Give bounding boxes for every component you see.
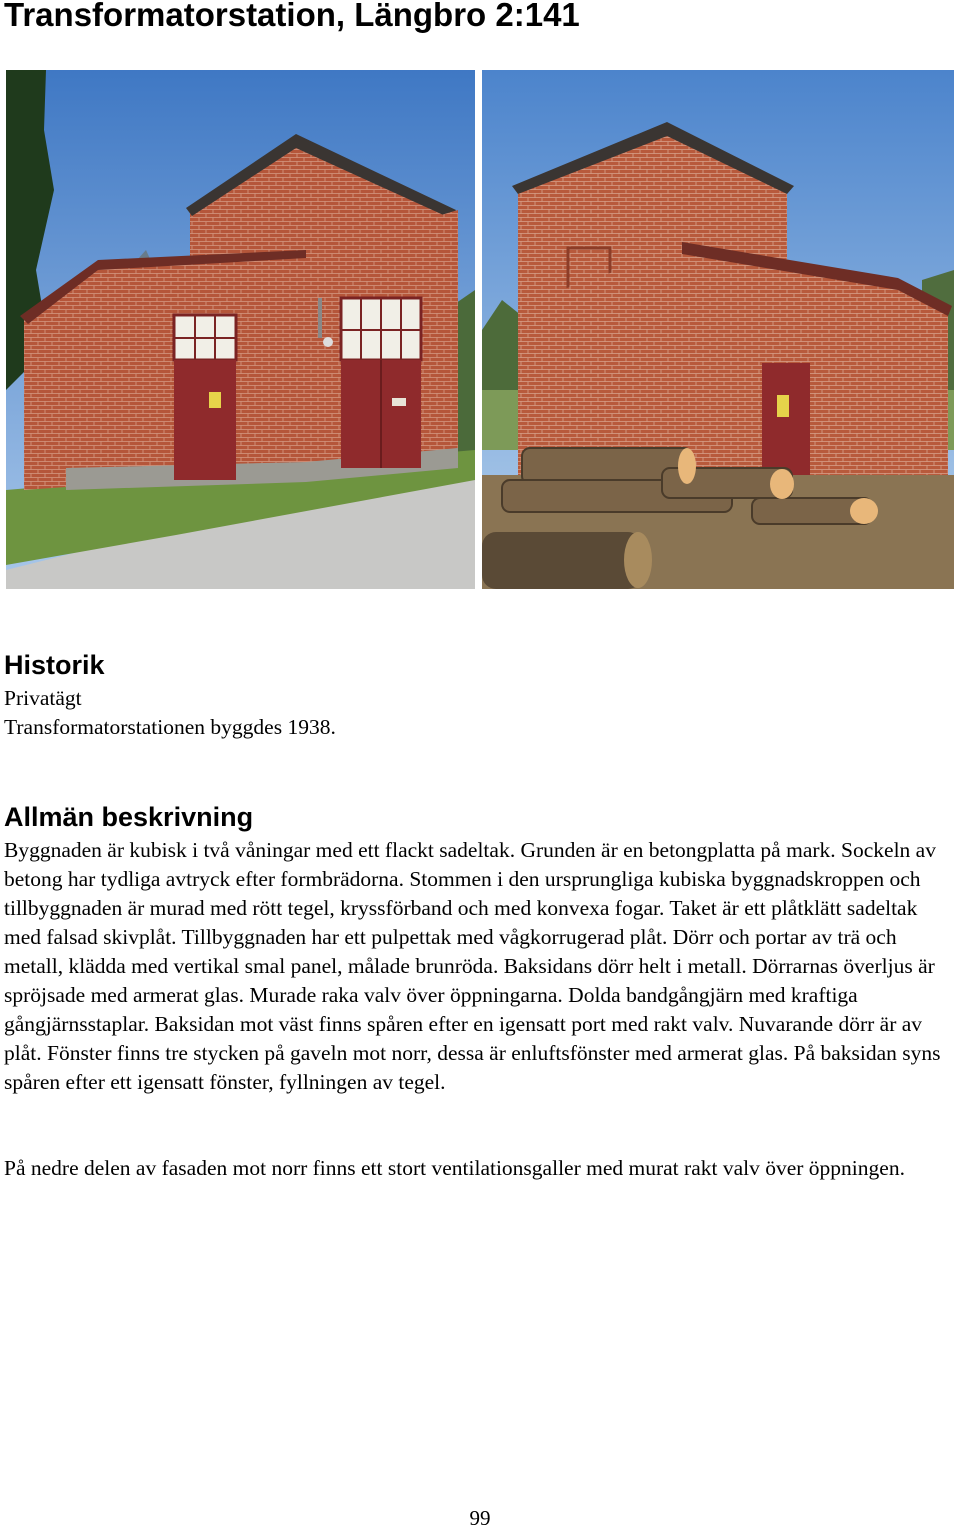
historik-built-year: Transformatorstationen byggdes 1938.: [4, 715, 336, 739]
historik-heading: Historik: [4, 650, 105, 680]
transformer-station-back-photo: [482, 70, 954, 589]
allman-beskrivning-paragraph-1: Byggnaden är kubisk i två våningar med ett flackt sadeltak. Grunden är en betongplatta på mark. Sockeln av betong har tydliga avtryck efter formbrädorna. Stommen i den ursprungliga kubiska byggnadskroppen och tillbyggnaden är murad med rött tegel, kryssförband och med konvexa fogar. Taket är ett plåtklätt sadeltak med falsad skivplåt. Tillbyggnaden har ett pulpettak med vågkorrugerad plåt. Dörr och portar av trä och metall, klädda med vertikal smal panel, målade brunröda. Baksidans dörr helt i metall. Dörrarnas överljus är spröjsade med armerat glas. Murade raka valv över öppningarna. Dolda bandgångjärn med kraftiga gångjärnsstaplar. Baksidan mot väst finns spåren efter en igensatt port med rakt valv. Nuvarande dörr är av plåt. Fönster finns tre stycken på gaveln mot norr, dessa är enluftsfönster med armerat glas. På baksidan syns spåren efter ett igensatt fönster, fyllningen av tegel.: [4, 838, 941, 1094]
transformer-station-front-photo: [6, 70, 475, 589]
allman-beskrivning-heading: Allmän beskrivning: [4, 802, 254, 832]
allman-beskrivning-paragraph-2: På nedre delen av fasaden mot norr finns ett stort ventilationsgaller med murat rakt valv över öppningen.: [4, 1156, 905, 1180]
page-title: Transformatorstation, Längbro 2:141: [4, 0, 580, 33]
page-number: 99: [469, 1506, 491, 1530]
historik-owner: Privatägt: [4, 686, 82, 710]
